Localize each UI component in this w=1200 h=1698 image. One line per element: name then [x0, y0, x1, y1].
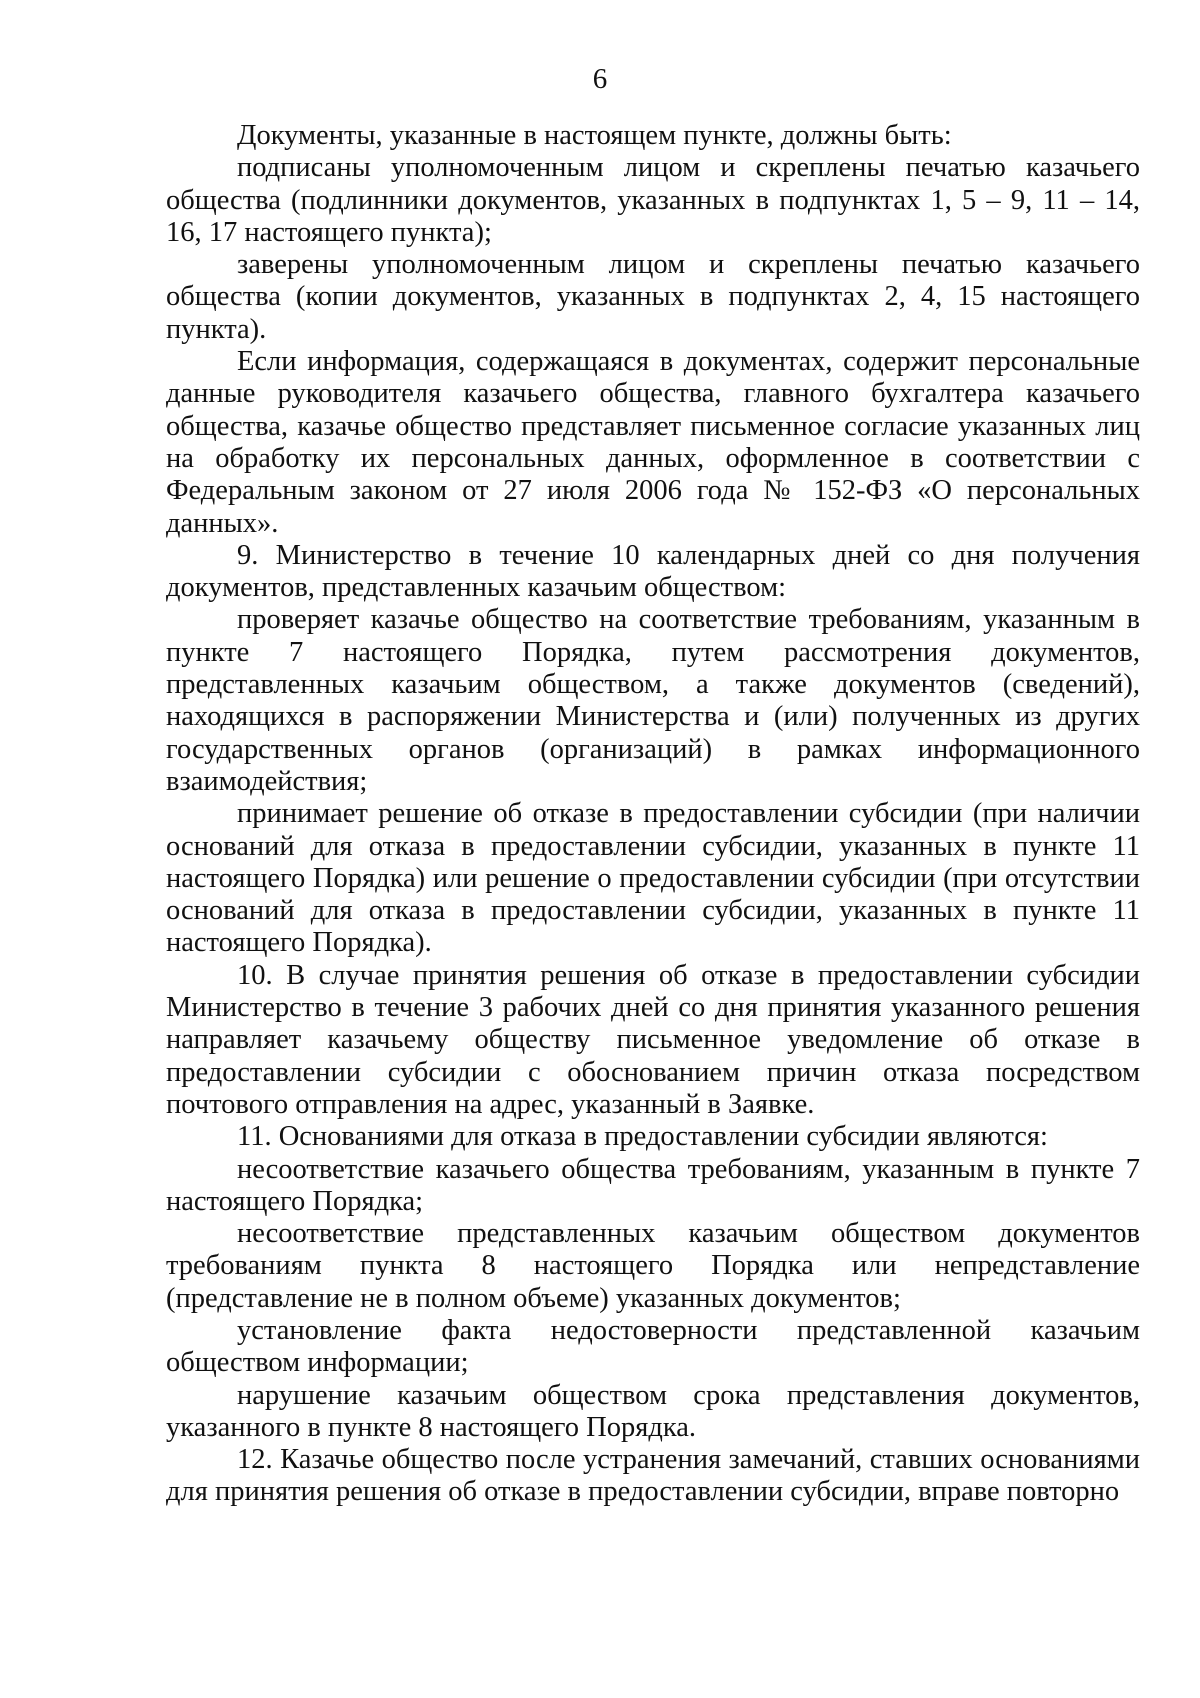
paragraph: Если информация, содержащаяся в документах, содержит персональные данные руководителя казачьего общества, главного бухгалтера казачьего общества, казачье общество представляет письменное согласие указанных лиц на обработку их персональных данных, оформленное в соответствии с Федеральным законом от 27 июля 2006 года № 152-ФЗ «О персональных данных».	[166, 346, 1140, 539]
paragraph: несоответствие представленных казачьим обществом документов требованиям пункта 8 настоящего Порядка или непредставление (представление не в полном объеме) указанных документов;	[166, 1218, 1140, 1314]
paragraph: Документы, указанные в настоящем пункте, должны быть:	[237, 120, 952, 151]
paragraph: принимает решение об отказе в предоставлении субсидии (при наличии оснований для отказа в предоставлении субсидии, указанных в пункте 11 настоящего Порядка) или решение о предоставлении субсидии (при отсутствии оснований для отказа в предоставлении субсидии, указанных в пункте 11 настоящего Порядка).	[166, 798, 1140, 959]
paragraph: несоответствие казачьего общества требованиям, указанным в пункте 7 настоящего Порядка;	[166, 1153, 1140, 1217]
paragraph: проверяет казачье общество на соответствие требованиям, указанным в пункте 7 настоящего Порядка, путем рассмотрения документов, представленных казачьим обществом, а также документов (сведений), находящихся в распоряжении Министерства и (или) полученных из других государственных органов (организаций) в рамках информационного взаимодействия;	[166, 604, 1140, 797]
paragraph: нарушение казачьим обществом срока представления документов, указанного в пункте 8 настоящего Порядка.	[166, 1379, 1140, 1443]
paragraph: 9. Министерство в течение 10 календарных дней со дня получения документов, представленных казачьим обществом:	[166, 539, 1140, 604]
paragraph: 12. Казачье общество после устранения замечаний, ставших основаниями для принятия решения об отказе в предоставлении субсидии, вправе повторно	[166, 1444, 1140, 1508]
paragraph: заверены уполномоченным лицом и скреплены печатью казачьего общества (копии документов, указанных в подпунктах 2, 4, 15 настоящего пункта).	[166, 249, 1140, 345]
paragraph: установление факта недостоверности представленной казачьим обществом информации;	[166, 1314, 1140, 1379]
paragraph: 10. В случае принятия решения об отказе в предоставлении субсидии Министерство в течение 3 рабочих дней со дня принятия указанного решения направляет казачьему обществу письменное уведомление об отказе в предоставлении субсидии с обоснованием причин отказа посредством почтового отправления на адрес, указанный в Заявке.	[166, 959, 1140, 1120]
paragraph: подписаны уполномоченным лицом и скреплены печатью казачьего общества (подлинники документов, указанных в подпунктах 1, 5 – 9, 11 – 14, 16, 17 настоящего пункта);	[166, 152, 1140, 248]
page-number: 6	[592, 63, 608, 95]
paragraph: 11. Основаниями для отказа в предоставлении субсидии являются:	[237, 1121, 1048, 1153]
document-body	[166, 120, 1140, 1509]
